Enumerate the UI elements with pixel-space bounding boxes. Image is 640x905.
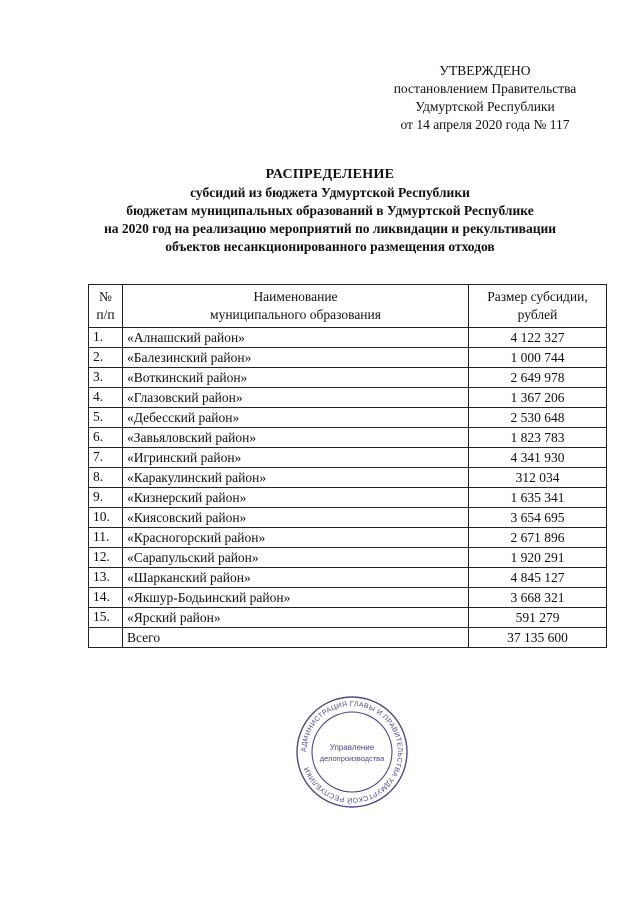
row-name: «Воткинский район»: [123, 368, 469, 388]
row-amount: 1 635 341: [469, 488, 607, 508]
table-row: [89, 328, 607, 348]
row-number: 13.: [89, 568, 123, 588]
row-number: 4.: [89, 388, 123, 408]
table-total-row: [89, 628, 607, 648]
title-line: субсидий из бюджета Удмуртской Республики: [190, 185, 470, 200]
table-row: [89, 368, 607, 388]
table-row: [89, 408, 607, 428]
approval-date: от 14 апреля 2020 года № 117: [400, 117, 570, 132]
row-number: 5.: [89, 408, 123, 428]
row-name: «Кизнерский район»: [123, 488, 469, 508]
row-number: 11.: [89, 528, 123, 548]
row-number: 6.: [89, 428, 123, 448]
row-amount: 2 530 648: [469, 408, 607, 428]
row-name: «Завьяловский район»: [123, 428, 469, 448]
row-amount: 1 000 744: [469, 348, 607, 368]
row-name: «Шарканский район»: [123, 568, 469, 588]
header-name-line2: муниципального образования: [210, 307, 381, 322]
row-amount: 4 341 930: [469, 448, 607, 468]
table-row: [89, 508, 607, 528]
row-amount: 1 920 291: [469, 548, 607, 568]
row-amount: 2 671 896: [469, 528, 607, 548]
table-row: [89, 448, 607, 468]
table-row: [89, 488, 607, 508]
row-name: «Киясовский район»: [123, 508, 469, 528]
row-name: «Сарапульский район»: [123, 548, 469, 568]
row-name: «Глазовский район»: [123, 388, 469, 408]
stamp-outer-ring: [297, 697, 407, 807]
row-number: 9.: [89, 488, 123, 508]
row-amount: 591 279: [469, 608, 607, 628]
row-amount: 4 845 127: [469, 568, 607, 588]
row-number: 3.: [89, 368, 123, 388]
total-amount: 37 135 600: [469, 628, 607, 648]
header-name-line1: Наименование: [253, 289, 338, 304]
header-number-line2: п/п: [96, 307, 115, 322]
table-row: [89, 588, 607, 608]
row-name: «Якшур-Бодьинский район»: [123, 588, 469, 608]
header-name: [123, 285, 469, 328]
subsidy-table: [88, 284, 607, 648]
row-name: «Игринский район»: [123, 448, 469, 468]
table-header-row: [89, 285, 607, 328]
row-amount: 1 367 206: [469, 388, 607, 408]
stamp-inner-line: делопроизводства: [319, 754, 385, 763]
row-amount: 3 668 321: [469, 588, 607, 608]
table-row: [89, 568, 607, 588]
table-row: [89, 468, 607, 488]
header-amount-line2: рублей: [517, 307, 558, 322]
table-row: [89, 608, 607, 628]
total-number-empty: [89, 628, 123, 648]
title-main: РАСПРЕДЕЛЕНИЕ: [265, 167, 395, 182]
title-line: бюджетам муниципальных образований в Удмуртской Республике: [126, 203, 534, 218]
row-name: «Алнашский район»: [123, 328, 469, 348]
row-amount: 3 654 695: [469, 508, 607, 528]
row-number: 10.: [89, 508, 123, 528]
row-name: «Дебесский район»: [123, 408, 469, 428]
stamp-inner-ring: [312, 712, 392, 792]
row-number: 12.: [89, 548, 123, 568]
row-name: «Балезинский район»: [123, 348, 469, 368]
stamp-inner-line: Управление: [329, 743, 375, 752]
official-stamp: [294, 694, 410, 810]
approval-heading: УТВЕРЖДЕНО: [439, 63, 531, 78]
approval-line: постановлением Правительства: [393, 81, 577, 96]
header-amount-line1: Размер субсидии,: [487, 289, 588, 304]
title-line: на 2020 год на реализацию мероприятий по ликвидации и рекультивации: [103, 221, 557, 236]
row-amount: 1 823 783: [469, 428, 607, 448]
row-amount: 4 122 327: [469, 328, 607, 348]
header-number: [89, 285, 123, 328]
header-number-line1: №: [99, 289, 112, 304]
table-row: [89, 348, 607, 368]
row-number: 1.: [89, 328, 123, 348]
row-number: 15.: [89, 608, 123, 628]
header-amount: [469, 285, 607, 328]
row-amount: 2 649 978: [469, 368, 607, 388]
title-line: объектов несанкционированного размещения отходов: [165, 239, 495, 254]
row-name: «Красногорский район»: [123, 528, 469, 548]
stamp-ring-textpath: АДМИНИСТРАЦИЯ ГЛАВЫ И ПРАВИТЕЛЬСТВА УДМУРТСКОЙ РЕСПУБЛИКИ: [300, 700, 404, 804]
row-number: 14.: [89, 588, 123, 608]
row-name: «Ярский район»: [123, 608, 469, 628]
total-label: Всего: [123, 628, 469, 648]
row-number: 8.: [89, 468, 123, 488]
row-number: 2.: [89, 348, 123, 368]
row-number: 7.: [89, 448, 123, 468]
approval-line: Удмуртской Республики: [415, 99, 555, 114]
table-row: [89, 428, 607, 448]
row-amount: 312 034: [469, 468, 607, 488]
row-name: «Каракулинский район»: [123, 468, 469, 488]
table-row: [89, 528, 607, 548]
table-row: [89, 548, 607, 568]
document-title: [80, 166, 580, 256]
approval-block: [380, 62, 590, 134]
table-row: [89, 388, 607, 408]
